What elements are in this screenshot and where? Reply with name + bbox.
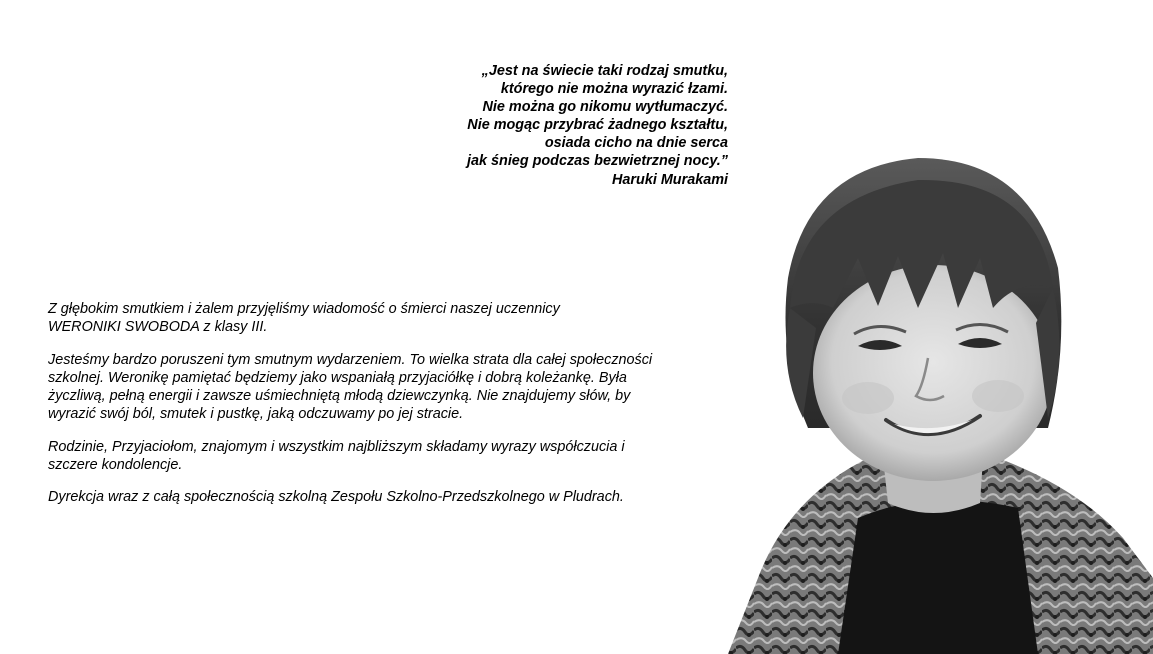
message-line: życzliwą, pełną energii i zawsze uśmiechniętą młodą dziewczynką. Nie znajdujemy słów, by [48,388,631,405]
quote-line: „Jest na świecie taki rodzaj smutku, [481,63,728,79]
message-paragraph-condolences [48,438,728,475]
message-line: Rodzinie, Przyjaciołom, znajomym i wszystkim najbliższym składamy wyrazy współczucia i [48,438,625,455]
quote-line: Nie mogąc przybrać żadnego kształtu, [467,117,728,134]
message-line: wyrazić swój ból, smutek i pustkę, jaką odczuwamy po jej stracie. [48,406,464,423]
message-paragraph-announcement [48,300,728,337]
message-line: Z głębokim smutkiem i żalem przyjęliśmy wiadomość o śmierci naszej uczennicy [48,301,560,317]
message-paragraph-tribute [48,351,728,424]
message-line: szkolnej. Weronikę pamiętać będziemy jako wspaniałą przyjaciółkę i dobrą koleżankę. Była [48,369,627,386]
message-line: WERONIKI SWOBODA z klasy III. [48,319,268,336]
quote-block [380,62,728,189]
message-line: szczere kondolencje. [48,457,183,474]
quote-line: Nie można go nikomu wytłumaczyć. [482,99,728,116]
portrait-photo-icon [718,158,1153,654]
quote-author: Haruki Murakami [612,171,728,188]
quote-line: którego nie można wyrazić łzami. [500,81,728,98]
message-paragraph-signature [48,488,728,506]
quote-line: osiada cicho na dnie serca [544,135,728,152]
condolence-message [48,300,728,521]
message-line: Dyrekcja wraz z całą społecznością szkolną Zespołu Szkolno-Przedszkolnego w Pludrach. [48,489,624,506]
message-line: Jesteśmy bardzo poruszeni tym smutnym wydarzeniem. To wielka strata dla całej społeczności [48,351,653,368]
quote-line: jak śnieg podczas bezwietrznej nocy.” [467,153,728,170]
